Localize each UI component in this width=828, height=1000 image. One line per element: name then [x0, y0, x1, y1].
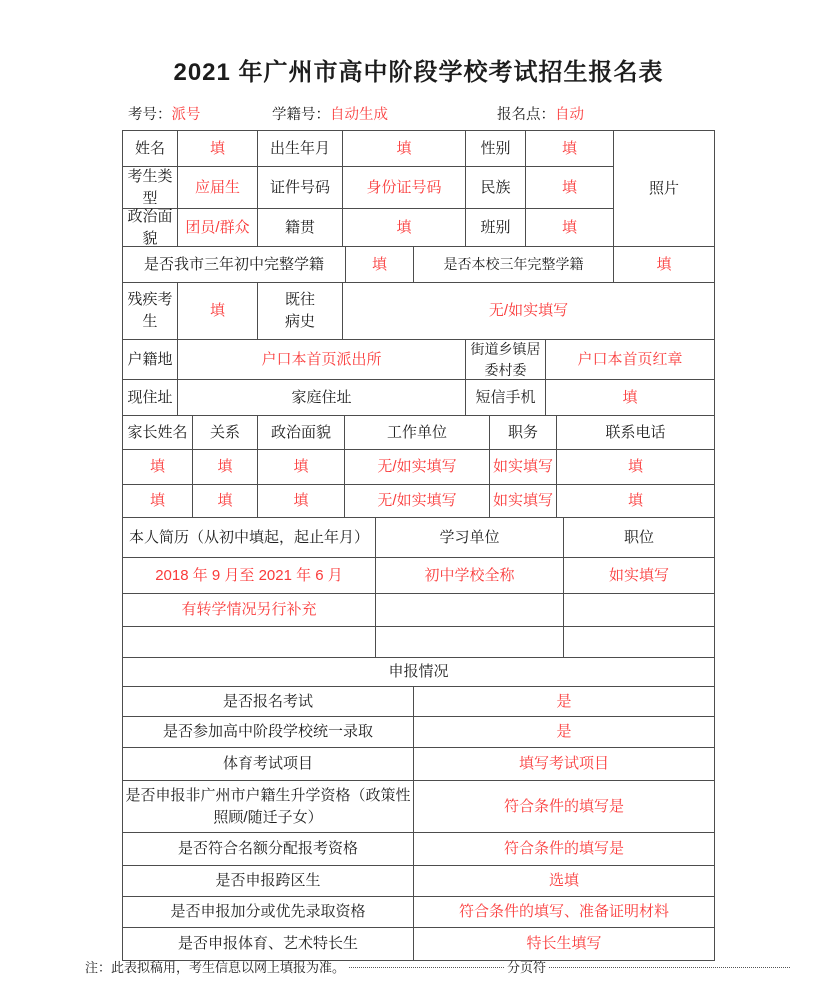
- declaration-title-row: [123, 658, 714, 687]
- dotted-separator: [349, 967, 504, 968]
- page-break-label: 分页符: [507, 959, 547, 975]
- resume-empty-cell: [123, 627, 376, 657]
- guardian-cell: 如实填写: [490, 450, 557, 484]
- declaration-value: 是: [556, 692, 572, 710]
- declaration-row: [123, 717, 714, 748]
- guardian-cell: 填: [627, 492, 643, 510]
- declaration-label: 是否参加高中阶段学校统一录取: [123, 717, 414, 747]
- footer-note-row: [85, 956, 790, 976]
- medical-history-label: 既往病史: [258, 283, 343, 339]
- declaration-label: 体育考试项目: [123, 748, 414, 780]
- footer-note: 注：此表拟稿用，考生信息以网上填报为准。: [85, 959, 346, 975]
- guardian-data-row: [123, 450, 714, 485]
- declaration-row: [123, 687, 714, 717]
- guardian-cell: 无/如实填写: [345, 485, 490, 517]
- student-id-value: 自动生成: [330, 107, 388, 123]
- guardian-relation-header: 关系: [193, 416, 258, 449]
- guardian-cell: 无/如实填写: [345, 450, 490, 484]
- guardian-header-row: [123, 416, 714, 450]
- name-label: 姓名: [123, 131, 178, 166]
- sms-phone-value: 填: [622, 388, 638, 406]
- disability-value: 填: [178, 283, 258, 339]
- political-status-value: 团员/群众: [178, 209, 258, 246]
- id-number-label: 证件号码: [258, 167, 343, 208]
- table-row: [123, 131, 614, 167]
- medical-history-value: 无/如实填写: [488, 302, 569, 320]
- declaration-label: 是否申报加分或优先录取资格: [123, 897, 414, 927]
- guardian-position-header: 职务: [490, 416, 557, 449]
- candidate-type-value: 应届生: [178, 167, 258, 208]
- declaration-label: 是否申报非广州市户籍生升学资格（政策性照顾/随迁子女）: [123, 781, 414, 832]
- class-label: 班别: [466, 209, 526, 246]
- resume-school-cell: 初中学校全称: [376, 558, 564, 593]
- declaration-row: [123, 748, 714, 781]
- resume-data-row: [123, 594, 714, 627]
- declaration-label: 是否符合名额分配报考资格: [123, 833, 414, 865]
- candidate-type-label: 考生类型: [123, 167, 178, 208]
- form-table: [122, 130, 715, 961]
- declaration-label: 是否申报跨区生: [123, 866, 414, 896]
- guardian-name-header: 家长姓名: [123, 416, 193, 449]
- id-number-value: 身份证号码: [343, 167, 466, 208]
- exam-number-field: [128, 103, 201, 124]
- student-id-field: [272, 103, 388, 124]
- guardian-cell: 填: [193, 485, 258, 517]
- exam-id-row: [122, 103, 715, 129]
- native-place-value: 填: [343, 209, 466, 246]
- guardian-phone-header: 联系电话: [605, 423, 666, 441]
- sms-phone-label: 短信手机: [466, 380, 546, 415]
- guardian-employer-header: 工作单位: [345, 416, 490, 449]
- registration-point-field: [497, 103, 584, 124]
- resume-header: 本人简历（从初中填起，起止年月）: [123, 518, 376, 557]
- guardian-cell: 填: [193, 450, 258, 484]
- guardian-cell: 填: [123, 450, 193, 484]
- declaration-row: [123, 781, 714, 833]
- declaration-value: 是: [556, 723, 572, 741]
- declaration-label: 是否报名考试: [123, 687, 414, 716]
- declaration-title: 申报情况: [388, 663, 449, 681]
- position-header: 职位: [623, 528, 654, 546]
- birthdate-value: 填: [343, 131, 466, 166]
- exam-number-value: 派号: [171, 107, 201, 123]
- resume-empty-cell: [376, 627, 564, 657]
- resume-header-row: [123, 518, 714, 558]
- street-committee-label: 街道乡镇居委村委: [466, 340, 546, 379]
- study-unit-header: 学习单位: [376, 518, 564, 557]
- school-record-row: [123, 247, 714, 283]
- class-value: 填: [526, 209, 614, 246]
- page-title: 2021 年广州市高中阶段学校考试招生报名表: [173, 59, 664, 86]
- resume-empty-cell: [564, 627, 714, 657]
- identity-section: [123, 131, 714, 247]
- guardian-cell: 填: [627, 458, 643, 476]
- declaration-label: 是否申报体育、艺术特长生: [123, 928, 414, 960]
- household-value: 户口本首页派出所: [178, 340, 466, 379]
- resume-period-cell: 2018 年 9 月至 2021 年 6 月: [123, 558, 376, 593]
- address-row: [123, 380, 714, 416]
- declaration-row: [123, 897, 714, 928]
- school-record-label: 是否本校三年完整学籍: [414, 247, 614, 282]
- disability-label: 残疾考生: [123, 283, 178, 339]
- ethnicity-value: 填: [526, 167, 614, 208]
- resume-empty-cell: [376, 594, 564, 626]
- birthdate-label: 出生年月: [258, 131, 343, 166]
- household-row: [123, 340, 714, 380]
- ethnicity-label: 民族: [466, 167, 526, 208]
- guardian-cell: 填: [258, 485, 345, 517]
- native-place-label: 籍贯: [258, 209, 343, 246]
- table-row: [123, 167, 614, 209]
- guardian-data-row: [123, 485, 714, 518]
- name-value: 填: [178, 131, 258, 166]
- exam-number-label: 考号：: [128, 107, 172, 123]
- resume-data-row: [123, 558, 714, 594]
- resume-empty-cell: [564, 594, 714, 626]
- resume-data-row: [123, 627, 714, 658]
- city-record-label: 是否我市三年初中完整学籍: [123, 247, 346, 282]
- health-row: [123, 283, 714, 340]
- declaration-value: 特长生填写: [526, 935, 602, 953]
- gender-label: 性别: [466, 131, 526, 166]
- political-status-label: 政治面貌: [123, 209, 178, 246]
- declaration-row: [123, 833, 714, 866]
- address-value: 家庭住址: [178, 380, 466, 415]
- gender-value: 填: [526, 131, 614, 166]
- resume-position-cell: 如实填写: [608, 566, 669, 584]
- resume-note-cell: 有转学情况另行补充: [123, 594, 376, 626]
- declaration-value: 填写考试项目: [518, 755, 609, 773]
- city-record-value: 填: [346, 247, 414, 282]
- dotted-separator: [549, 967, 790, 968]
- address-label: 现住址: [123, 380, 178, 415]
- guardian-political-header: 政治面貌: [258, 416, 345, 449]
- declaration-value: 符合条件的填写、准备证明材料: [458, 903, 669, 921]
- registration-point-label: 报名点：: [497, 107, 555, 123]
- photo-placeholder: 照片: [648, 179, 679, 197]
- registration-point-value: 自动: [555, 107, 584, 123]
- guardian-cell: 填: [123, 485, 193, 517]
- student-id-label: 学籍号：: [272, 107, 330, 123]
- declaration-value: 符合条件的填写是: [503, 840, 624, 858]
- guardian-cell: 填: [258, 450, 345, 484]
- declaration-row: [123, 866, 714, 897]
- school-record-value: 填: [656, 255, 672, 273]
- household-label: 户籍地: [123, 340, 178, 379]
- table-row: [123, 209, 614, 246]
- street-committee-value: 户口本首页红章: [577, 350, 683, 368]
- declaration-value: 符合条件的填写是: [503, 797, 624, 815]
- guardian-cell: 如实填写: [490, 485, 557, 517]
- identity-grid: [123, 131, 614, 246]
- declaration-value: 选填: [548, 872, 579, 890]
